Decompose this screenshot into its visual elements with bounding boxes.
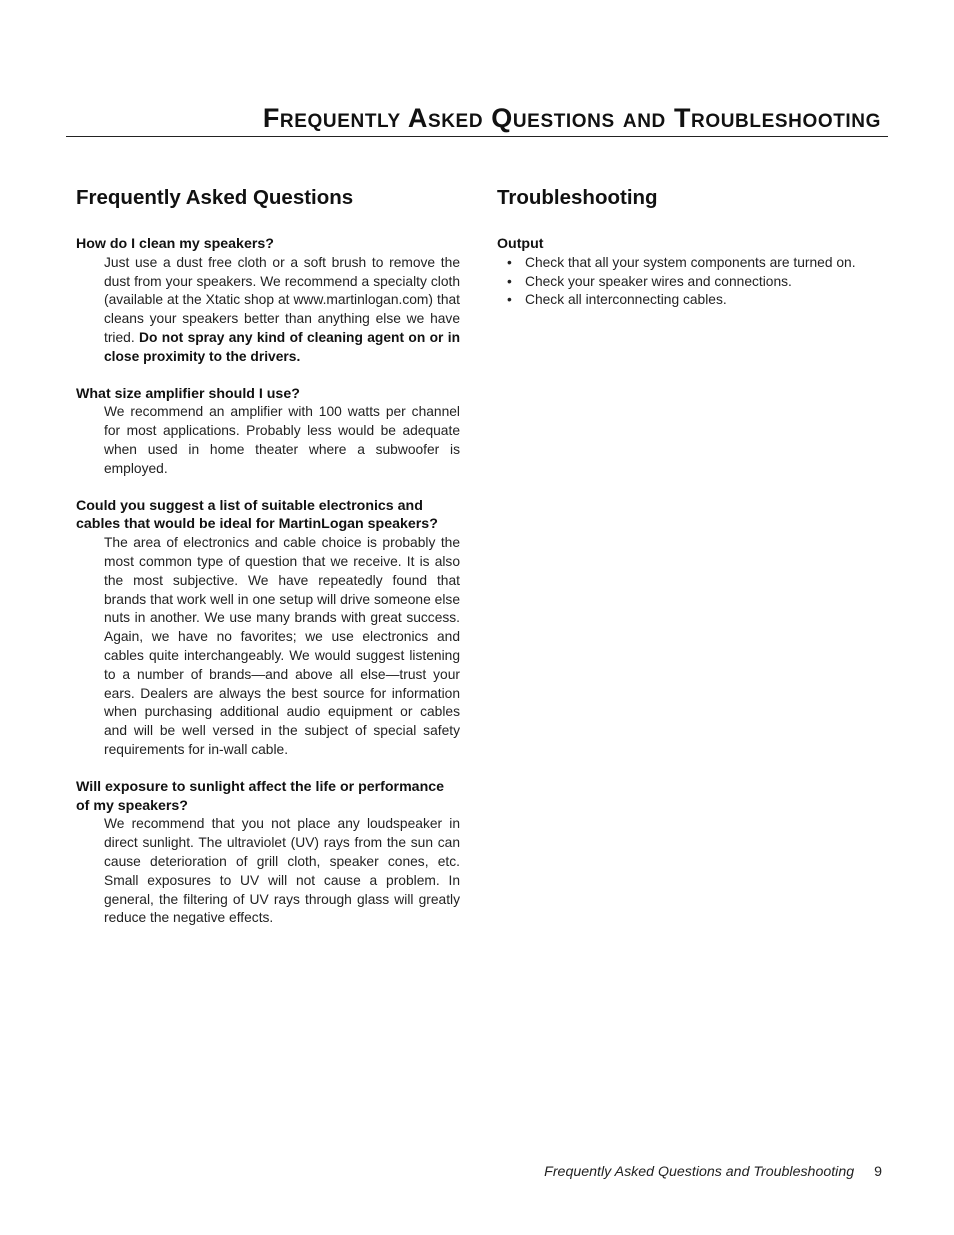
faq-answer-text: We recommend an amplifier with 100 watts per channel for most applications. Probably less would be adequate when used in home theater where a subwoofer is employed. (104, 404, 460, 476)
faq-answer-text: We recommend that you not place any loudspeaker in direct sunlight. The ultraviolet (UV) rays from the sun can cause deterioration of grill cloth, speaker cones, etc. Small exposures to UV will not cause a problem. In general, the filtering of UV rays through glass will greatly reduce the negative effects. (104, 816, 460, 926)
faq-answer (76, 403, 460, 478)
faq-question: What size amplifier should I use? (76, 385, 300, 402)
list-item (497, 291, 897, 310)
list-item-text: Check all interconnecting cables. (525, 292, 727, 308)
troubleshooting-column (497, 184, 897, 310)
bullet-icon: • (507, 292, 512, 308)
faq-answer (76, 534, 460, 760)
faq-column (76, 184, 460, 946)
faq-item (76, 235, 460, 367)
faq-item (76, 497, 460, 760)
faq-answer-warning: Do not spray any kind of cleaning agent on or in close proximity to the drivers. (104, 329, 461, 364)
list-item-text: Check your speaker wires and connections. (525, 273, 792, 289)
list-item (497, 254, 897, 273)
output-subheading: Output (497, 236, 544, 252)
footer-title: Frequently Asked Questions and Troubleshooting (544, 1164, 855, 1180)
faq-answer (76, 254, 460, 367)
faq-item (76, 385, 460, 479)
list-item-text: Check that all your system components are turned on. (525, 254, 856, 270)
faq-answer-text: Just use a dust free cloth or a soft brush to remove the dust from your speakers. We recommend a specialty cloth (available at the Xtatic shop at www.martinlogan.com) that cleans your speakers better than anything else we have tried. (104, 254, 460, 345)
troubleshooting-heading: Troubleshooting (497, 186, 658, 209)
page-number: 9 (874, 1164, 882, 1180)
bullet-icon: • (507, 273, 512, 289)
faq-answer (76, 815, 460, 928)
faq-question: Could you suggest a list of suitable electronics and cables that would be ideal for MartinLogan speakers? (76, 497, 438, 533)
troubleshooting-list (497, 254, 897, 310)
faq-item (76, 778, 460, 928)
faq-question: How do I clean my speakers? (76, 236, 274, 252)
page-footer (544, 1162, 882, 1182)
faq-answer-text: The area of electronics and cable choice is probably the most common type of question that we receive. It is also the most subjective. We have repeatedly found that brands that work well in one setup will drive someone else nuts in another. We use many brands with great success. Again, we have no favorites; we use electronics and cables quite interchangeably. We would suggest listening to a number of brands—and above all else—trust your ears. Dealers are always the best source for information when purchasing additional audio equipment or cables and will be well versed in the subject of special safety requirements for in-wall cable. (104, 535, 460, 757)
bullet-icon: • (507, 254, 512, 270)
faq-heading: Frequently Asked Questions (76, 186, 354, 209)
faq-question: Will exposure to sunlight affect the life or performance of my speakers? (76, 778, 445, 814)
page-title: Frequently Asked Questions and Troubleshooting (66, 100, 888, 137)
list-item (497, 273, 897, 292)
